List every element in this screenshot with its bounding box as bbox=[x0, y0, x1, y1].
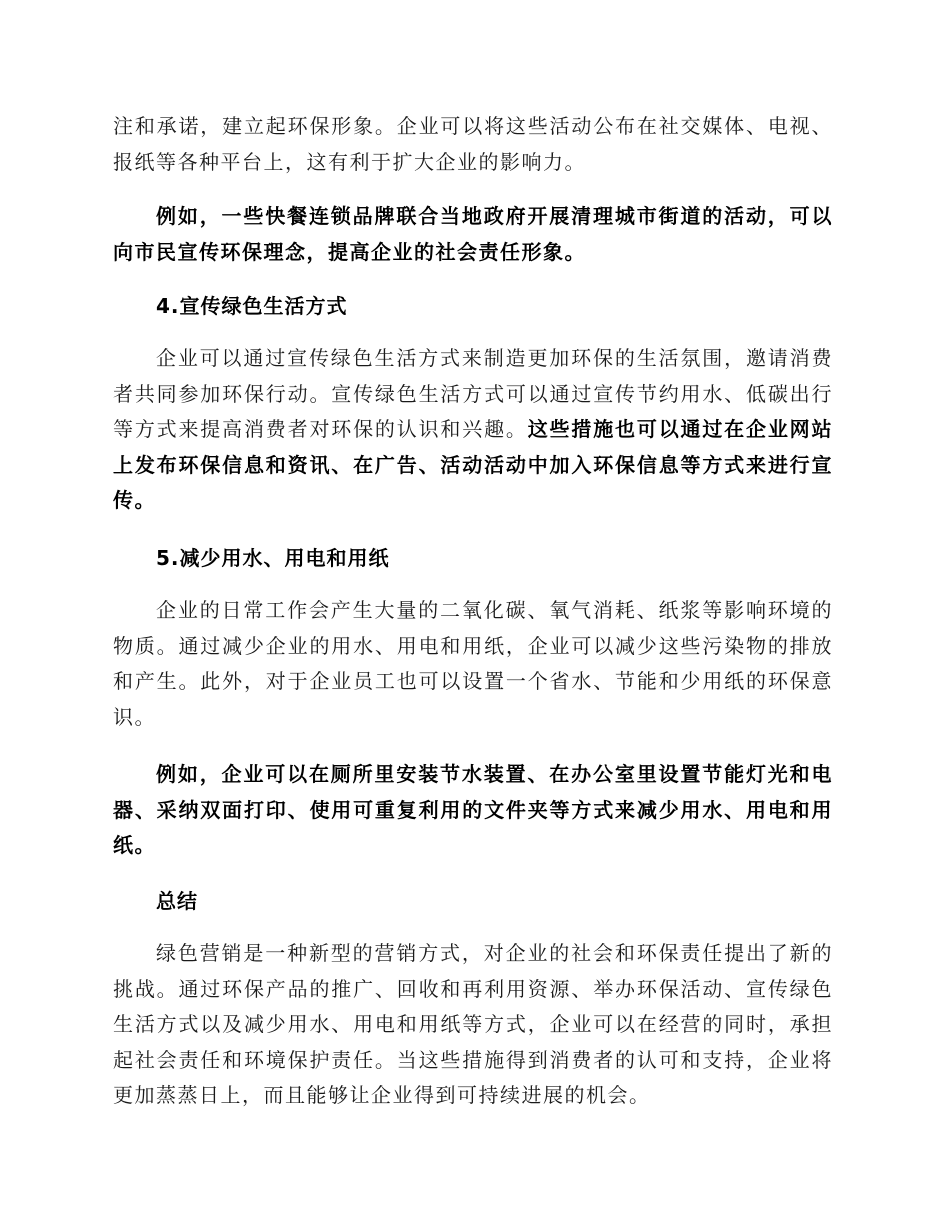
paragraph-green-lifestyle bbox=[113, 341, 833, 519]
heading-summary: 总结 bbox=[156, 889, 198, 913]
heading-green-lifestyle: 4.宣传绿色生活方式 bbox=[156, 294, 348, 318]
paragraph-intro-continuation: 注和承诺，建立起环保形象。企业可以将这些活动公布在社交媒体、电视、报纸等各种平台上，这有利于扩大企业的影响力。 bbox=[113, 114, 833, 174]
paragraph-example-office: 例如，企业可以在厕所里安装节水装置、在办公室里设置节能灯光和电器、采纳双面打印、使用可重复利用的文件夹等方式来减少用水、用电和用纸。 bbox=[113, 762, 833, 857]
paragraph-example-cleanup: 例如，一些快餐连锁品牌联合当地政府开展清理城市街道的活动，可以向市民宣传环保理念，提高企业的社会责任形象。 bbox=[113, 204, 833, 264]
paragraph-green-lifestyle-text: 企业可以通过宣传绿色生活方式来制造更加环保的生活氛围，邀请消费者共同参加环保行动。宣传绿色生活方式可以通过宣传节约用水、低碳出行等方式来提高消费者对环保的认识和兴趣。 bbox=[113, 346, 833, 441]
paragraph-reduce-usage: 企业的日常工作会产生大量的二氧化碳、氧气消耗、纸浆等影响环境的物质。通过减少企业的用水、用电和用纸，企业可以减少这些污染物的排放和产生。此外，对于企业员工也可以设置一个省水、节能和少用纸的环保意识。 bbox=[113, 598, 833, 729]
paragraph-summary: 绿色营销是一种新型的营销方式，对企业的社会和环保责任提出了新的挑战。通过环保产品的推广、回收和再利用资源、举办环保活动、宣传绿色生活方式以及减少用水、用电和用纸等方式，企业可以在经营的同时，承担起社会责任和环境保护责任。当这些措施得到消费者的认可和支持，企业将更加蒸蒸日上，而且能够让企业得到可持续进展的机会。 bbox=[113, 941, 833, 1107]
paragraph-green-lifestyle-emphasis: 这些措施也可以通过在企业网站上发布环保信息和资讯、在广告、活动活动中加入环保信息等方式来进行宣传。 bbox=[113, 417, 833, 512]
heading-reduce-usage: 5.减少用水、用电和用纸 bbox=[156, 546, 390, 570]
